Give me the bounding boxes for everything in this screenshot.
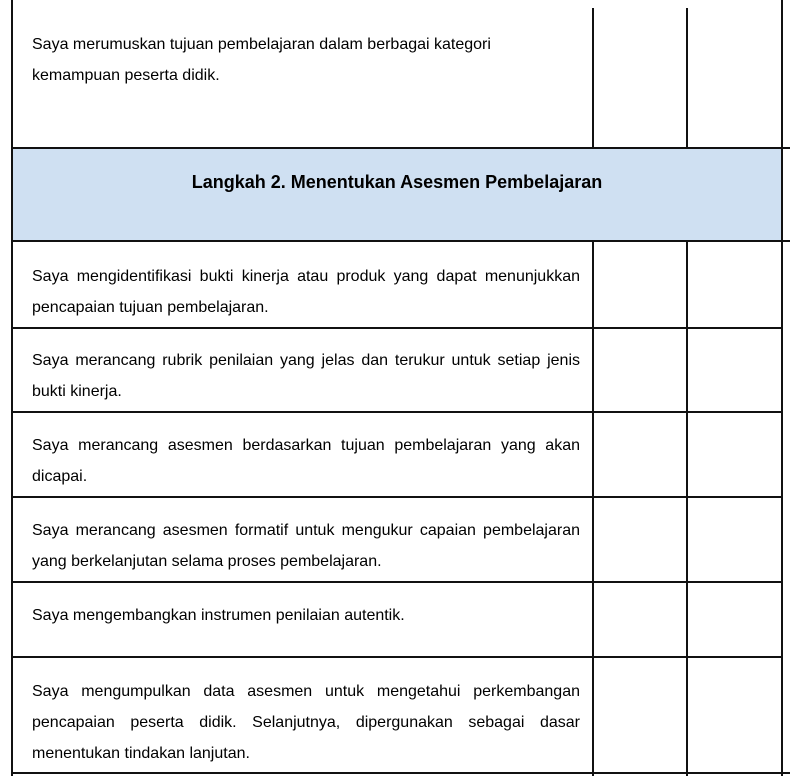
check-cell-1[interactable] <box>594 242 686 327</box>
statement-cell: Saya merancang asesmen berdasarkan tujuan pembelajaran yang akan dicapai. <box>32 437 580 485</box>
check-cell-2[interactable] <box>688 329 781 411</box>
section-heading: Langkah 2. Menentukan Asesmen Pembelajaran <box>191 172 603 192</box>
check-cell-2[interactable] <box>688 242 781 327</box>
check-cell-2[interactable] <box>688 10 781 147</box>
check-cell-2[interactable] <box>688 583 781 656</box>
row-border <box>12 147 790 149</box>
check-cell-2[interactable] <box>688 413 781 496</box>
check-cell-2[interactable] <box>688 658 781 772</box>
check-cell-1[interactable] <box>594 658 686 772</box>
statement-cell: Saya mengembangkan instrumen penilaian autentik. <box>32 607 405 624</box>
check-cell-1[interactable] <box>594 583 686 656</box>
statement-cell: Saya mengidentifikasi bukti kinerja atau produk yang dapat menunjukkan pencapaian tujuan pembelajaran. <box>32 268 580 316</box>
statement-cell: Saya merumuskan tujuan pembelajaran dalam berbagai kategori kemampuan peserta didik. <box>32 36 491 84</box>
column-border <box>781 0 783 776</box>
check-cell-2[interactable] <box>688 498 781 581</box>
statement-cell: Saya merancang rubrik penilaian yang jelas dan terukur untuk setiap jenis bukti kinerja. <box>32 352 580 400</box>
check-cell-1[interactable] <box>594 329 686 411</box>
check-cell-1[interactable] <box>594 498 686 581</box>
check-cell-1[interactable] <box>594 10 686 147</box>
statement-cell: Saya merancang asesmen formatif untuk mengukur capaian pembelajaran yang berkelanjutan selama proses pembelajaran. <box>32 522 580 570</box>
column-border <box>11 0 13 776</box>
statement-cell: Saya mengumpulkan data asesmen untuk mengetahui perkembangan pencapaian peserta didik. Selanjutnya, dipergunakan sebagai dasar menentukan tindakan lanjutan. <box>32 683 580 762</box>
check-cell-1[interactable] <box>594 413 686 496</box>
row-border <box>12 772 790 774</box>
